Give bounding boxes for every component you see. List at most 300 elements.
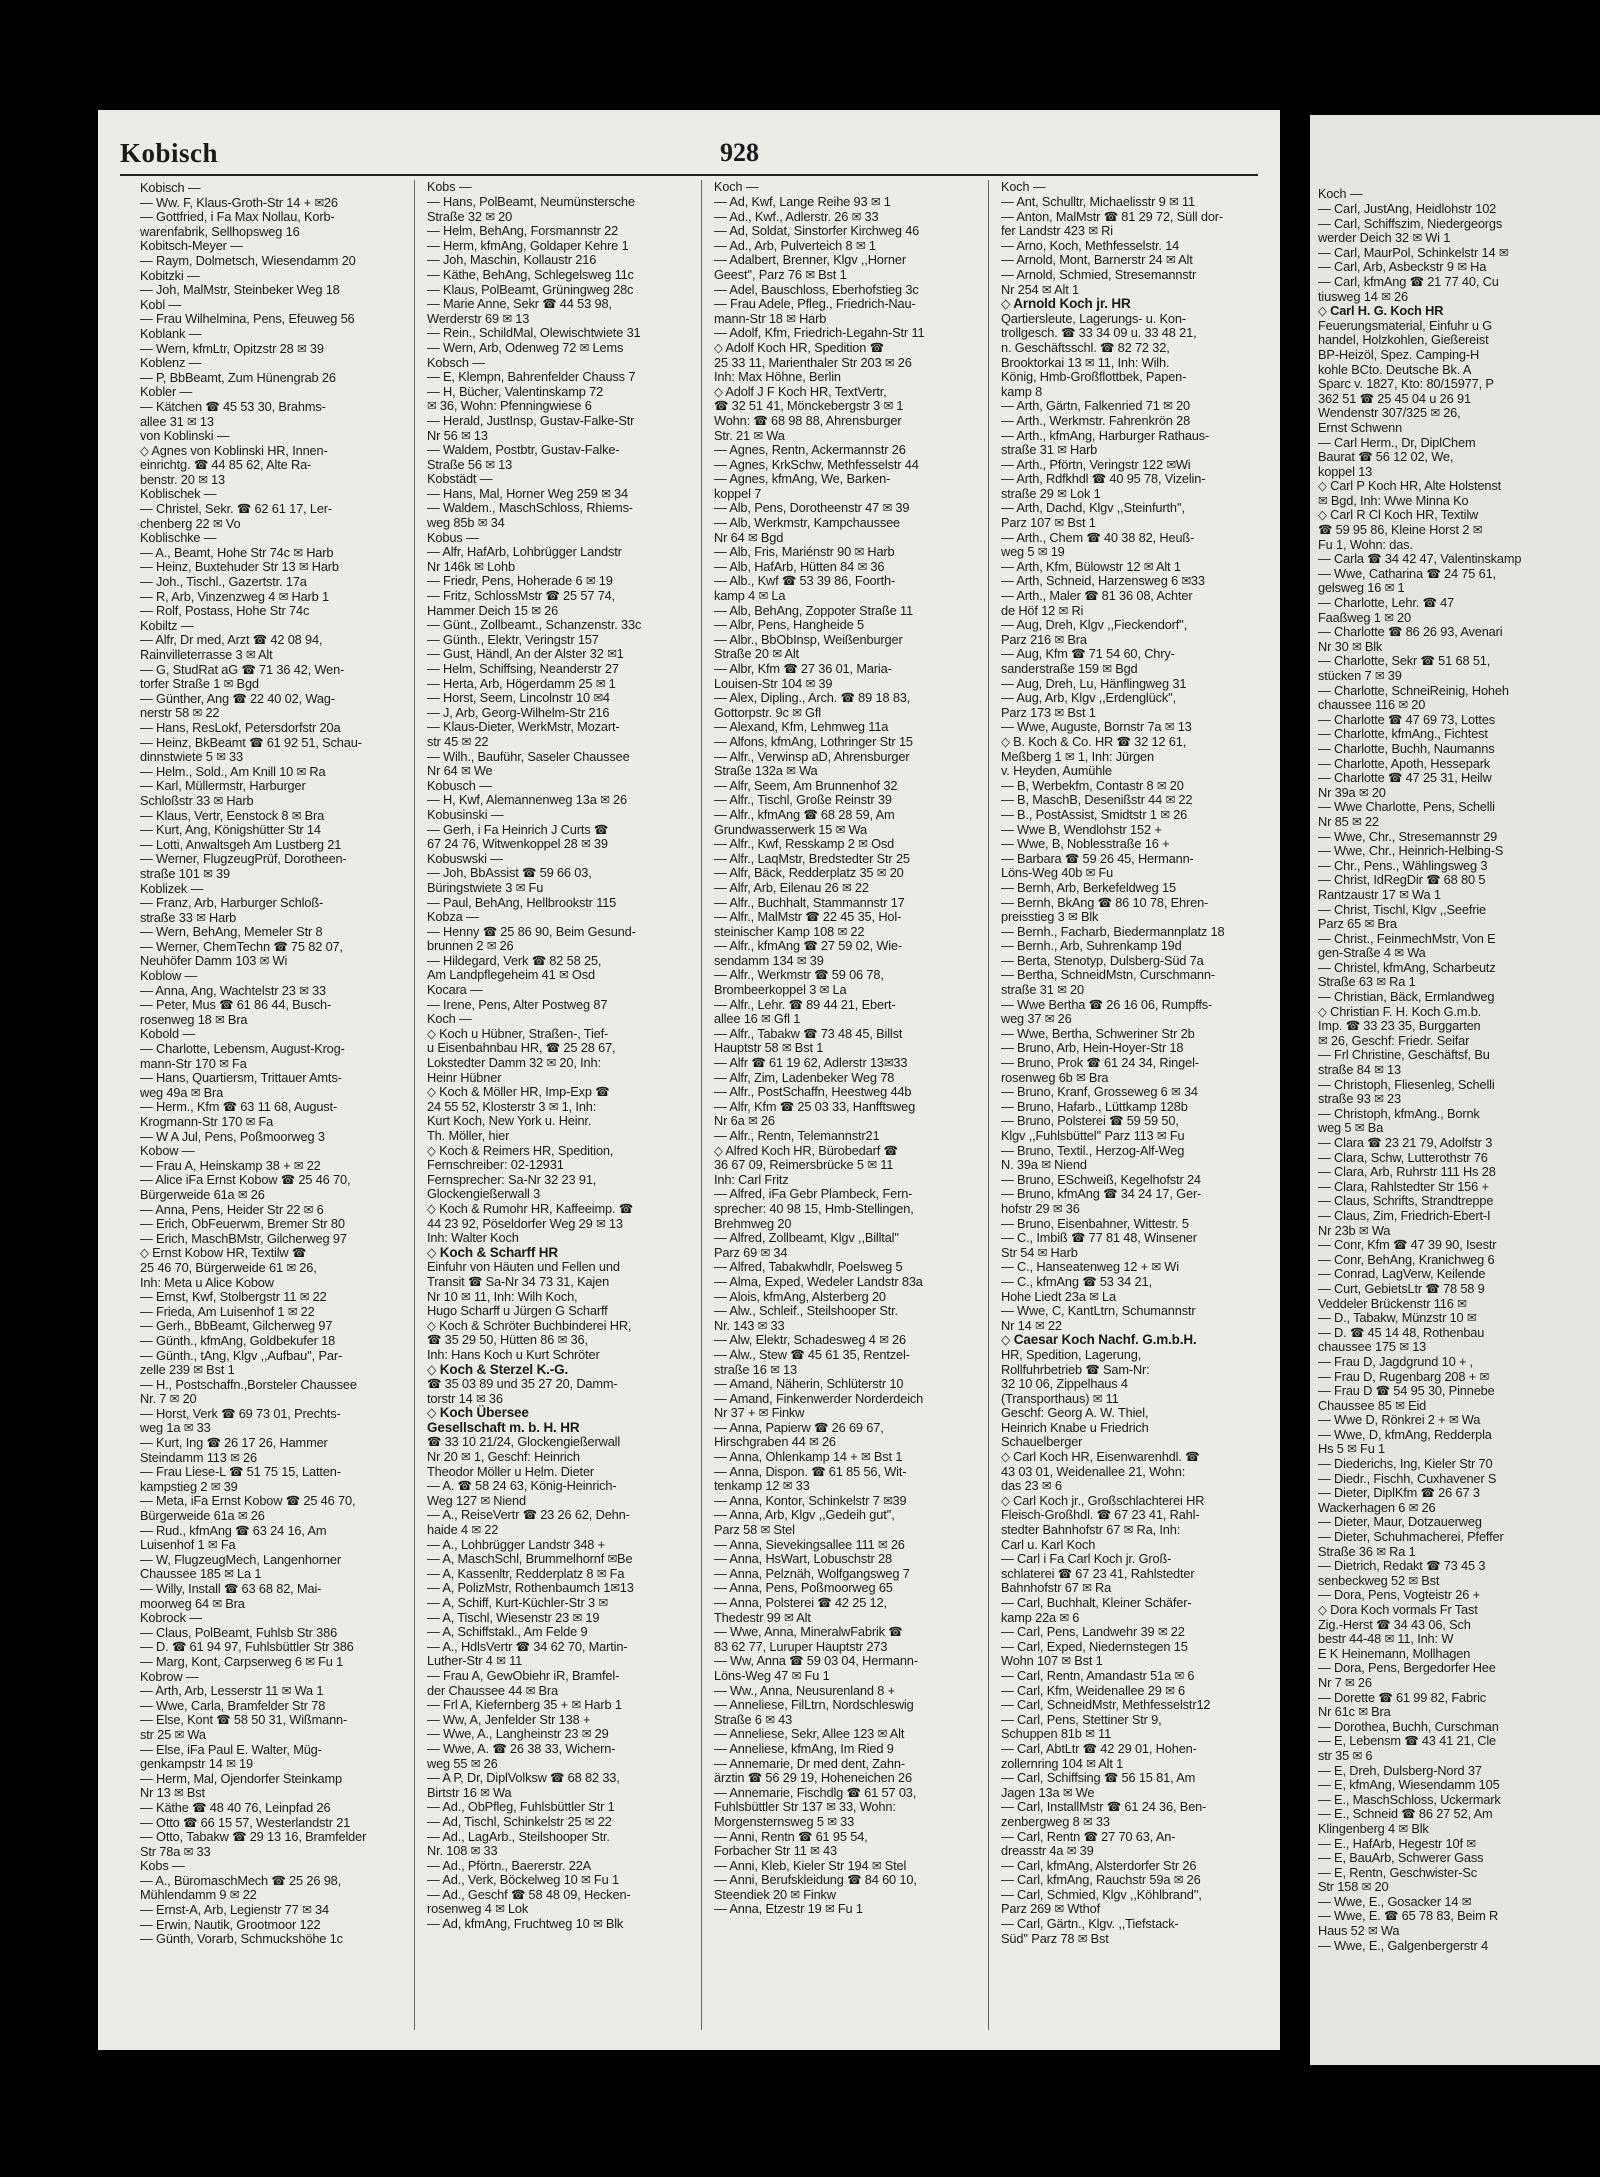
- directory-entry: — Agnes, kfmAng, We, Barken-: [714, 471, 891, 487]
- directory-entry: straße 31 ✉ 20: [1001, 982, 1084, 998]
- directory-entry: — Carl, Schmied, Klgv ,,Köhlbrand'',: [1001, 1886, 1202, 1902]
- directory-entry: — Wwe D, Rönkrei 2 + ✉ Wa: [1318, 1412, 1481, 1428]
- directory-entry: ◇ Koch u Hübner, Straßen-, Tief-: [427, 1025, 609, 1041]
- directory-entry: — Charlotte, SchneiReinig, Hoheh: [1318, 682, 1509, 698]
- directory-entry: — Anna, Dispon. ☎ 61 85 56, Wit-: [714, 1463, 907, 1479]
- directory-entry: ◇ Koch & Scharff HR: [427, 1244, 559, 1260]
- directory-entry: Lokstedter Damm 32 ✉ 20, Inh:: [427, 1055, 601, 1071]
- directory-entry: — Diederichs, Ing, Kieler Str 70: [1318, 1456, 1493, 1472]
- directory-entry: Hohe Liedt 23a ✉ La: [1001, 1288, 1116, 1304]
- directory-entry: — Arth., Maler ☎ 81 36 08, Achter: [1001, 588, 1193, 604]
- directory-entry: weg 5 ✉ Ba: [1318, 1120, 1384, 1136]
- directory-entry: Inh: Walter Koch: [427, 1230, 519, 1246]
- entry-list: [714, 195, 984, 1917]
- directory-entry: warenfabrik, Sellhopsweg 16: [140, 223, 300, 239]
- directory-entry: — Charlotte ☎ 47 25 31, Heilw: [1318, 770, 1492, 786]
- directory-entry: — Charlotte, Sekr ☎ 51 68 51,: [1318, 653, 1491, 669]
- directory-entry: — Adel, Bauschloss, Eberhofstieg 3c: [714, 281, 919, 297]
- directory-entry: Wackerhagen 6 ✉ 26: [1318, 1499, 1436, 1515]
- directory-entry: — Charlotte, kfmAng., Fichtest: [1318, 726, 1488, 742]
- directory-entry: — Bruno, Hafarb., Lüttkamp 128b: [1001, 1098, 1188, 1114]
- directory-entry: — Otto, Tabakw ☎ 29 13 16, Bramfelder: [140, 1829, 367, 1845]
- directory-entry: genkampstr 14 ✉ 19: [140, 1756, 253, 1772]
- directory-entry: — Carl, Buchhalt, Kleiner Schäfer-: [1001, 1595, 1192, 1610]
- directory-entry: Straße 32 ✉ 20: [427, 208, 513, 224]
- directory-entry: — Arth., Chem ☎ 40 38 82, Heuß-: [1001, 529, 1195, 545]
- directory-entry: — Ww, Anna ☎ 59 03 04, Hermann-: [714, 1653, 918, 1669]
- directory-entry: — Dieter, DiplKfm ☎ 26 67 3: [1318, 1485, 1480, 1501]
- directory-entry: Nr 30 ✉ Blk: [1318, 638, 1383, 654]
- directory-entry: — Alfr., Kwf, Resskamp 2 ✉ Osd: [714, 836, 895, 852]
- directory-entry: — Lotti, Anwaltsgeh Am Lustberg 21: [140, 836, 342, 852]
- directory-entry: — Carl, Pens, Landwehr 39 ✉ 22: [1001, 1624, 1185, 1640]
- directory-entry: Nr. 143 ✉ 33: [714, 1317, 785, 1333]
- directory-entry: straße 93 ✉ 23: [1318, 1091, 1401, 1107]
- directory-entry: — Ad, Tischl, Schinkelstr 25 ✉ 22: [427, 1813, 612, 1829]
- directory-entry: — Wwe B, Wendlohstr 152 +: [1001, 821, 1162, 837]
- directory-entry: — Wilh., Bauführ, Saseler Chaussee: [427, 748, 630, 764]
- directory-entry: — C., Hanseatenweg 12 + ✉ Wi: [1001, 1259, 1179, 1275]
- directory-entry: — Christ, Tischl, Klgv ,,Seefrie: [1318, 901, 1487, 917]
- directory-entry: — Alfr, Kfm ☎ 25 03 33, Hanfftsweg: [714, 1098, 916, 1114]
- directory-entry: — Arno, Koch, Methfesselstr. 14: [1001, 237, 1180, 253]
- directory-entry: — Werner, FlugzeugPrüf, Dorotheen-: [140, 851, 347, 867]
- directory-entry: fer Landstr 423 ✉ Ri: [1001, 223, 1113, 239]
- directory-entry: Brooktorkai 13 ✉ 11, Inh: Wilh.: [1001, 354, 1170, 370]
- directory-entry: — Hans, Quartiersm, Trittauer Amts-: [140, 1070, 342, 1086]
- directory-entry: — Christoph, kfmAng., Bornk: [1318, 1105, 1480, 1121]
- directory-entry: — Anna, Pens, Poßmoorweg 65: [714, 1580, 893, 1596]
- directory-entry: Hs 5 ✉ Fu 1: [1318, 1441, 1386, 1457]
- directory-entry: — Gerh., BbBeamt, Gilcherweg 97: [140, 1318, 333, 1334]
- directory-entry: — Carl, kfmAng, Rauchstr 59a ✉ 26: [1001, 1872, 1201, 1888]
- directory-entry: von Koblinski —: [140, 428, 230, 444]
- directory-entry: Gesellschaft m. b. H. HR: [427, 1419, 580, 1435]
- directory-entry: Imp. ☎ 33 23 35, Burggarten: [1318, 1018, 1481, 1034]
- directory-entry: torfer Straße 1 ✉ Bgd: [140, 676, 259, 692]
- directory-columns: [140, 180, 1268, 2030]
- directory-entry: — A, Kassenltr, Redderplatz 8 ✉ Fa: [427, 1565, 625, 1581]
- directory-entry: ◇ Koch & Möller HR, Imp-Exp ☎: [427, 1084, 610, 1100]
- directory-entry: — Bernh., Arb, Suhrenkamp 19d: [1001, 938, 1182, 954]
- directory-entry: Fuhlsbüttler Str 137 ✉ 33, Wohn:: [714, 1799, 896, 1815]
- directory-entry: Kobitzki —: [140, 267, 200, 283]
- directory-entry: — Alfr., Rentn, Telemannstr21: [714, 1128, 880, 1143]
- directory-entry: Parz 173 ✉ Bst 1: [1001, 704, 1096, 720]
- directory-entry: — Wwe, Anna, MineralwFabrik ☎: [714, 1624, 903, 1640]
- directory-entry: — Alois, kfmAng, Alsterberg 20: [714, 1288, 886, 1304]
- directory-entry: Nr 13 ✉ Bst: [140, 1785, 205, 1801]
- directory-entry: Haus 52 ✉ Wa: [1318, 1923, 1400, 1939]
- directory-entry: — Charlotte, Apoth, Hessepark: [1318, 755, 1491, 771]
- directory-entry: — Kurt, Ang, Königshütter Str 14: [140, 822, 321, 838]
- directory-entry: — Alb, Fris, Mariénstr 90 ✉ Harb: [714, 544, 895, 560]
- directory-entry: ◇ Carl H. G. Koch HR: [1318, 303, 1444, 319]
- directory-entry: — Amand, Näherin, Schlüterstr 10: [714, 1376, 904, 1392]
- directory-entry: — E, Rentn, Geschwister-Sc: [1318, 1864, 1477, 1880]
- directory-entry: Grundwasserwerk 15 ✉ Wa: [714, 821, 867, 837]
- directory-entry: stücken 7 ✉ 39: [1318, 668, 1402, 683]
- directory-entry: — Alfr, Arb, Eilenau 26 ✉ 22: [714, 879, 869, 895]
- directory-entry: — Arth., Werkmstr. Fahrenkrön 28: [1001, 412, 1191, 428]
- directory-entry: — Dorette ☎ 61 99 82, Fabric: [1318, 1689, 1487, 1705]
- directory-entry: — Arth, Dachd, Klgv ,,Steinfurth'',: [1001, 500, 1185, 516]
- directory-entry: 43 03 01, Weidenallee 21, Wohn:: [1001, 1463, 1186, 1479]
- directory-entry: chenberg 22 ✉ Vo: [140, 515, 241, 531]
- directory-entry: — Anni, Berufskleidung ☎ 84 60 10,: [714, 1872, 917, 1888]
- directory-entry: rosenweg 6b ✉ Bra: [1001, 1069, 1109, 1085]
- directory-entry: bestr 44-48 ✉ 11, Inh: W: [1318, 1631, 1454, 1647]
- directory-entry: — Frl Christine, Geschäftsf, Bu: [1318, 1047, 1490, 1063]
- directory-entry: Nr 20 ✉ 1, Geschf: Heinrich: [427, 1449, 580, 1465]
- directory-entry: — Henny ☎ 25 86 90, Beim Gesund-: [427, 923, 636, 939]
- directory-entry: — Alfr., Tischl, Große Reinstr 39: [714, 792, 892, 808]
- directory-entry: Kobiltz —: [140, 617, 194, 633]
- directory-entry: — Alfr, Dr med, Arzt ☎ 42 08 94,: [140, 632, 323, 648]
- directory-entry: — Klaus-Dieter, WerkMstr, Mozart-: [427, 719, 620, 735]
- directory-entry: Qartiersleute, Lagerungs- u. Kon-: [1001, 310, 1186, 326]
- directory-entry: — Helm, Schiffsing, Neanderstr 27: [427, 661, 619, 676]
- directory-entry: — Joh, MalMstr, Steinbeker Weg 18: [140, 282, 340, 298]
- column-head: Kobs —: [427, 180, 472, 194]
- directory-entry: ☎ 33 10 21/24, Glockengießerwall: [427, 1434, 621, 1450]
- directory-entry: — Wern, BehAng, Memeler Str 8: [140, 924, 323, 940]
- directory-entry: Nr 64 ✉ Bgd: [714, 529, 784, 545]
- directory-entry: — Carl, Arb, Asbeckstr 9 ✉ Ha: [1318, 259, 1487, 275]
- directory-entry: — Meta, iFa Ernst Kobow ☎ 25 46 70,: [140, 1493, 356, 1509]
- directory-entry: — Bruno, Eisenbahner, Wittestr. 5: [1001, 1215, 1189, 1231]
- directory-entry: — Erich, ObFeuerwm, Bremer Str 80: [140, 1216, 345, 1232]
- directory-entry: — A, PolizMstr, Rothenbaumch 1✉13: [427, 1580, 634, 1596]
- directory-entry: — Aug, Dreh, Klgv ,,Fieckendorf'',: [1001, 617, 1188, 633]
- directory-entry: König, Hmb-Großflottbek, Papen-: [1001, 369, 1187, 385]
- directory-entry: — Diedr., Fischh, Cuxhavener S: [1318, 1470, 1497, 1486]
- directory-entry: kamp 4 ✉ La: [714, 588, 786, 604]
- directory-entry: mann-Str 18 ✉ Harb: [714, 310, 827, 326]
- directory-entry: Koblenz —: [140, 355, 202, 371]
- directory-entry: Sparc v. 1827, Kto: 80/15977, P: [1318, 376, 1494, 392]
- directory-entry: 36 67 09, Reimersbrücke 5 ✉ 11: [714, 1157, 894, 1173]
- directory-entry: — Dietrich, Redakt ☎ 73 45 3: [1318, 1558, 1486, 1574]
- directory-entry: — Alexand, Kfm, Lehmweg 11a: [714, 719, 889, 735]
- directory-entry: — Frau A, Heinskamp 38 + ✉ 22: [140, 1157, 321, 1173]
- directory-entry: Klgv ,,Fuhlsbüttel'' Parz 113 ✉ Fu: [1001, 1128, 1185, 1143]
- directory-entry: Einfuhr von Häuten und Fellen und: [427, 1259, 620, 1275]
- directory-entry: — Alma, Exped, Wedeler Landstr 83a: [714, 1273, 923, 1289]
- directory-entry: — Raym, Dolmetsch, Wiesendamm 20: [140, 252, 356, 268]
- directory-entry: Neuhöfer Damm 103 ✉ Wi: [140, 953, 288, 969]
- directory-entry: — Klaus, PolBeamt, Grüningweg 28c: [427, 281, 634, 297]
- directory-entry: 67 24 76, Witwenkoppel 28 ✉ 39: [427, 836, 608, 852]
- directory-entry: Schloßstr 33 ✉ Harb: [140, 792, 254, 808]
- directory-entry: Löns-Weg 47 ✉ Fu 1: [714, 1667, 830, 1683]
- directory-entry: Forbacher Str 11 ✉ 43: [714, 1843, 837, 1859]
- directory-entry: Bahnhofstr 67 ✉ Ra: [1001, 1580, 1112, 1596]
- directory-entry: — Günt., Zollbeamt., Schanzenstr. 33c: [427, 617, 642, 633]
- directory-entry: — Arth, Rdfkhdl ☎ 40 95 78, Vizelin-: [1001, 471, 1206, 487]
- directory-entry: dinnstwiete 5 ✉ 33: [140, 749, 243, 765]
- directory-entry: Nr 56 ✉ 13: [427, 427, 488, 443]
- directory-entry: Nr 6a ✉ 26: [714, 1113, 775, 1129]
- directory-entry: mann-Str 170 ✉ Fa: [140, 1055, 247, 1071]
- directory-entry: weg 55 ✉ 26: [427, 1755, 498, 1771]
- directory-entry: Straße 20 ✉ Alt: [714, 646, 799, 662]
- directory-entry: Rainvilleterrasse 3 ✉ Alt: [140, 647, 273, 662]
- directory-entry: Nr 14 ✉ 22: [1001, 1317, 1062, 1333]
- directory-entry: Fu 1, Wohn: das.: [1318, 536, 1413, 552]
- directory-entry: — Claus, Zim, Friedrich-Ebert-I: [1318, 1207, 1491, 1223]
- directory-entry: — Hildegard, Verk ☎ 82 58 25,: [427, 952, 602, 968]
- directory-entry: — Wwe, D, kfmAng, Redderpla: [1318, 1426, 1492, 1442]
- directory-entry: — Dora, Pens, Bergedorfer Hee: [1318, 1660, 1496, 1676]
- directory-entry: — Chr., Pens., Wählingsweg 3: [1318, 857, 1488, 873]
- directory-entry: BP-Heizöl, Spez. Camping-H: [1318, 346, 1480, 362]
- directory-entry: — Arnold, Schmied, Stresemannstr: [1001, 266, 1197, 282]
- directory-entry: Geschf: Georg A. W. Thiel,: [1001, 1405, 1149, 1421]
- directory-entry: Kobusch —: [427, 777, 492, 793]
- directory-entry: Inh: Carl Fritz: [714, 1171, 789, 1187]
- directory-entry: Fernschreiber: 02-12931: [427, 1157, 564, 1173]
- directory-entry: — Joh., Tischl., Gazertstr. 17a: [140, 574, 307, 590]
- directory-entry: Klingenberg 4 ✉ Blk: [1318, 1820, 1429, 1836]
- directory-entry: Kobler —: [140, 384, 193, 400]
- directory-entry: — Alfred, iFa Gebr Plambeck, Fern-: [714, 1186, 913, 1202]
- directory-entry: — Alw, Elektr, Schadesweg 4 ✉ 26: [714, 1332, 906, 1348]
- directory-entry: Fernsprecher: Sa-Nr 32 23 91,: [427, 1171, 597, 1187]
- directory-entry: — Rud., kfmAng ☎ 63 24 16, Am: [140, 1522, 327, 1538]
- directory-entry: — Ad, Soldat, Sinstorfer Kirchweg 46: [714, 223, 920, 239]
- directory-entry: — Alfr., kfmAng ☎ 68 28 59, Am: [714, 806, 895, 822]
- directory-entry: straße 101 ✉ 39: [140, 865, 230, 881]
- directory-entry: — A, Schiffstakl., Am Felde 9: [427, 1624, 588, 1640]
- directory-entry: — Carl i Fa Carl Koch jr. Groß-: [1001, 1551, 1172, 1567]
- directory-entry: kamp 8: [1001, 383, 1043, 399]
- directory-entry: — Else, Kont ☎ 58 50 31, Wißmann-: [140, 1712, 348, 1728]
- directory-entry: trollgesch. ☎ 33 34 09 u. 33 48 21,: [1001, 325, 1197, 341]
- directory-entry: weg 5 ✉ 19: [1001, 544, 1065, 560]
- directory-entry: Nr 39a ✉ 20: [1318, 784, 1386, 800]
- directory-entry: — Alfr., kfmAng ☎ 27 59 02, Wie-: [714, 938, 903, 954]
- directory-entry: — Agnes, Rentn, Ackermannstr 26: [714, 442, 906, 458]
- directory-entry: Morgensternsweg 5 ✉ 33: [714, 1813, 855, 1829]
- directory-entry: — Marg, Kont, Carpserweg 6 ✉ Fu 1: [140, 1653, 344, 1669]
- directory-entry: — Waldem, Postbtr, Gustav-Falke-: [427, 442, 620, 458]
- directory-entry: Nr 64 ✉ We: [427, 763, 493, 779]
- directory-entry: — A., ReiseVertr ☎ 23 26 62, Dehn-: [427, 1507, 630, 1523]
- directory-entry: zollernring 104 ✉ Alt 1: [1001, 1755, 1124, 1771]
- directory-entry: — Annemarie, Fischdlg ☎ 61 57 03,: [714, 1784, 917, 1800]
- directory-entry: — G, StudRat aG ☎ 71 36 42, Wen-: [140, 661, 345, 677]
- directory-entry: — Günther, Ang ☎ 22 40 02, Wag-: [140, 690, 335, 706]
- directory-entry: brunnen 2 ✉ 26: [427, 938, 514, 954]
- directory-entry: — Wwe, Chr., Stresemannstr 29: [1318, 828, 1498, 844]
- directory-entry: ◇ Adolf Koch HR, Spedition ☎: [714, 339, 884, 355]
- directory-entry: Nr. 7 ✉ 20: [140, 1391, 197, 1407]
- directory-entry: — Anna, Sievekingsallee 111 ✉ 26: [714, 1536, 905, 1552]
- directory-entry: — Carl, SchneidMstr, Methfesselstr12: [1001, 1697, 1211, 1713]
- directory-entry: Jagen 13a ✉ We: [1001, 1784, 1095, 1800]
- directory-entry: — Arth., Pförtn, Veringstr 122 ✉Wi: [1001, 456, 1191, 472]
- directory-entry: Nr 37 + ✉ Finkw: [714, 1405, 805, 1421]
- directory-entry: — Christel, Sekr. ☎ 62 61 17, Ler-: [140, 501, 333, 517]
- directory-entry: — Alfr., PostSchaffn, Heestweg 44b: [714, 1084, 912, 1100]
- directory-entry: — Frau D, Rugenbarg 208 + ✉: [1318, 1368, 1489, 1384]
- directory-entry: — Paul, BehAng, Hellbrookstr 115: [427, 894, 617, 910]
- directory-entry: — E, Lebensm ☎ 43 41 21, Cle: [1318, 1733, 1497, 1749]
- directory-entry: — Alfr., Werkmstr ☎ 59 06 78,: [714, 967, 884, 983]
- directory-entry: — Anni, Kleb, Kieler Str 194 ✉ Stel: [714, 1857, 907, 1873]
- directory-entry: Kobus —: [427, 529, 479, 545]
- directory-entry: Kobold —: [140, 1026, 195, 1042]
- directory-entry: — Christoph, Fliesenleg, Schelli: [1318, 1076, 1495, 1092]
- directory-entry: — E, Klempn, Bahrenfelder Chauss 7: [427, 369, 636, 385]
- directory-entry: str 45 ✉ 22: [427, 733, 489, 749]
- directory-entry: — Alfons, kfmAng, Lothringer Str 15: [714, 733, 913, 749]
- directory-entry: — Alice iFa Ernst Kobow ☎ 25 46 70,: [140, 1172, 351, 1188]
- directory-entry: der Chaussee 44 ✉ Bra: [427, 1682, 558, 1698]
- directory-entry: — Amand, Finkenwerder Norderdeich: [714, 1390, 924, 1406]
- directory-entry: Straße 63 ✉ Ra 1: [1318, 974, 1416, 990]
- directory-entry: Parz 65 ✉ Bra: [1318, 916, 1397, 932]
- directory-entry: — Carl, Gärtn., Klgv. ,,Tiefstack-: [1001, 1916, 1179, 1932]
- directory-entry: — Anna, Etzestr 19 ✉ Fu 1: [714, 1901, 863, 1917]
- directory-entry: — Carl, Schiffsing ☎ 56 15 81, Am: [1001, 1770, 1196, 1786]
- directory-entry: — Ww. F, Klaus-Groth-Str 14 + ✉26: [140, 194, 338, 210]
- directory-entry: chaussee 175 ✉ 13: [1318, 1339, 1427, 1355]
- directory-entry: Kobza —: [427, 909, 479, 925]
- directory-entry: — D. ☎ 45 14 48, Rothenbau: [1318, 1324, 1485, 1340]
- entry-list: [1001, 195, 1271, 1946]
- directory-entry: Kocara —: [427, 982, 483, 998]
- directory-entry: — Anneliese, kfmAng, Im Ried 9: [714, 1740, 894, 1756]
- directory-entry: — Kurt, Ing ☎ 26 17 26, Hammer: [140, 1435, 328, 1451]
- directory-entry: — Ad, kfmAng, Fruchtweg 10 ✉ Blk: [427, 1916, 624, 1932]
- directory-entry: — Alfr., Lehr. ☎ 89 44 21, Ebert-: [714, 996, 896, 1012]
- directory-entry: dreasstr 4a ✉ 39: [1001, 1843, 1094, 1859]
- directory-entry: — Alfr., LaqMstr, Bredstedter Str 25: [714, 850, 910, 866]
- directory-entry: — B., PostAssist, Smidtstr 1 ✉ 26: [1001, 806, 1188, 822]
- directory-entry: — Ad., ObPfleg, Fuhlsbüttler Str 1: [427, 1799, 615, 1815]
- directory-entry: 25 33 11, Marienthaler Str 203 ✉ 26: [714, 354, 912, 370]
- column-4: [1001, 180, 1275, 2030]
- directory-entry: — W, FlugzeugMech, Langenhorner: [140, 1551, 341, 1567]
- directory-entry: ◇ Adolf J F Koch HR, TextVertr,: [714, 383, 887, 399]
- directory-entry: — Conr, Kfm ☎ 47 39 90, Isestr: [1318, 1237, 1497, 1253]
- directory-entry: — Alw., Stew ☎ 45 61 35, Rentzel-: [714, 1346, 910, 1362]
- directory-entry: benstr. 20 ✉ 13: [140, 471, 225, 487]
- directory-entry: einrichtg. ☎ 44 85 62, Alte Ra-: [140, 457, 312, 473]
- directory-entry: — A. ☎ 58 24 63, König-Heinrich-: [427, 1478, 617, 1494]
- directory-entry: — Clara ☎ 23 21 79, Adolfstr 3: [1318, 1135, 1493, 1150]
- directory-entry: Parz 69 ✉ 34: [714, 1244, 788, 1260]
- directory-entry: Str 54 ✉ Harb: [1001, 1244, 1078, 1260]
- directory-entry: ◇ Alfred Koch HR, Bürobedarf ☎: [714, 1142, 898, 1158]
- directory-entry: — Joh, Maschin, Kollaustr 216: [427, 252, 597, 268]
- directory-entry: — Alfr., Verwinsp aD, Ahrensburger: [714, 748, 910, 764]
- directory-entry: ◇ Koch & Rumohr HR, Kaffeeimp. ☎: [427, 1200, 633, 1216]
- page-header: [120, 138, 1258, 176]
- directory-entry: werder Deich 32 ✉ Wi 1: [1318, 230, 1451, 246]
- directory-entry: — Charlotte ☎ 47 69 73, Lottes: [1318, 711, 1496, 727]
- directory-entry: Faaßweg 1 ✉ 20: [1318, 609, 1411, 625]
- directory-entry: weg 1a ✉ 33: [140, 1420, 211, 1436]
- directory-entry: rosenweg 18 ✉ Bra: [140, 1011, 248, 1027]
- directory-entry: ◇ Arnold Koch jr. HR: [1001, 296, 1131, 312]
- directory-entry: Kurt Koch, New York u. Heinr.: [427, 1113, 592, 1129]
- directory-entry: — Herm, kfmAng, Goldaper Kehre 1: [427, 237, 629, 253]
- directory-entry: — Bruno, kfmAng ☎ 34 24 17, Ger-: [1001, 1186, 1202, 1202]
- directory-entry: — Clara, Schw, Lutterothstr 76: [1318, 1149, 1488, 1165]
- directory-entry: gen-Straße 4 ✉ Wa: [1318, 945, 1426, 961]
- directory-entry: — E., Schneid ☎ 86 27 52, Am: [1318, 1806, 1493, 1822]
- directory-entry: — Heinz, Buxtehuder Str 13 ✉ Harb: [140, 559, 339, 575]
- directory-entry: — Wwe, Carla, Bramfelder Str 78: [140, 1697, 326, 1713]
- directory-entry: Kobuswski —: [427, 850, 503, 866]
- directory-entry: — Alfr, Seem, Am Brunnenhof 32: [714, 777, 898, 793]
- directory-entry: de Höf 12 ✉ Ri: [1001, 602, 1084, 618]
- directory-entry: Süd'' Parz 78 ✉ Bst: [1001, 1930, 1109, 1946]
- directory-entry: — Bruno, ESchweiß, Kegelhofstr 24: [1001, 1171, 1201, 1187]
- directory-entry: — P, BbBeamt, Zum Hünengrab 26: [140, 369, 336, 385]
- directory-entry: Theodor Möller u Helm. Dieter: [427, 1463, 595, 1479]
- directory-entry: — Gottfried, i Fa Max Nollau, Korb-: [140, 209, 335, 225]
- directory-entry: — C., Imbiß ☎ 77 81 48, Winsener: [1001, 1230, 1197, 1246]
- directory-entry: — Dorothea, Buchh, Curschman: [1318, 1718, 1499, 1734]
- directory-entry: — E, kfmAng, Wiesendamm 105: [1318, 1777, 1500, 1793]
- directory-entry: Koblizek —: [140, 880, 204, 896]
- directory-entry: ◇ Caesar Koch Nachf. G.m.b.H.: [1001, 1332, 1197, 1348]
- directory-entry: Kobisch —: [140, 180, 201, 195]
- directory-entry: — Ww., Anna, Neusurenland 8 +: [714, 1682, 895, 1698]
- directory-entry: Kobow —: [140, 1143, 195, 1159]
- directory-entry: — Helm., Sold., Am Knill 10 ✉ Ra: [140, 763, 326, 779]
- directory-entry: das 23 ✉ 6: [1001, 1478, 1062, 1494]
- directory-entry: — Wern, kfmLtr, Opitzstr 28 ✉ 39: [140, 340, 324, 356]
- directory-entry: zenbergweg 8 ✉ 33: [1001, 1813, 1110, 1829]
- directory-entry: allee 31 ✉ 13: [140, 413, 214, 429]
- directory-entry: — H, Bücher, Valentinskamp 72: [427, 383, 604, 399]
- directory-entry: Straße 36 ✉ Ra 1: [1318, 1543, 1416, 1559]
- directory-entry: — Alfr., Tabakw ☎ 73 48 45, Billst: [714, 1025, 903, 1041]
- directory-entry: Rantzaustr 17 ✉ Wa 1: [1318, 886, 1441, 902]
- adjacent-page-edge: [1310, 115, 1600, 2065]
- directory-entry: — A., HdlsVertr ☎ 34 62 70, Martin-: [427, 1638, 628, 1654]
- directory-entry: — Anneliese, Sekr, Allee 123 ✉ Alt: [714, 1726, 905, 1742]
- directory-entry: Steindamm 113 ✉ 26: [140, 1449, 257, 1465]
- directory-entry: Parz 216 ✉ Bra: [1001, 631, 1087, 647]
- directory-entry: Th. Möller, hier: [427, 1128, 510, 1143]
- directory-entry: Nr 146k ✉ Lohb: [427, 558, 515, 574]
- directory-entry: — Carl, Rentn, Amandastr 51a ✉ 6: [1001, 1667, 1195, 1683]
- entry-list: [427, 195, 697, 1932]
- directory-entry: — Wwe, A., Langheinstr 23 ✉ 29: [427, 1726, 609, 1742]
- directory-entry: Löns-Weg 40b ✉ Fu: [1001, 865, 1114, 881]
- directory-entry: ☎ 32 51 41, Mönckebergstr 3 ✉ 1: [714, 398, 904, 414]
- directory-entry: — A, Tischl, Wiesenstr 23 ✉ 19: [427, 1609, 600, 1625]
- directory-entry: HR, Spedition, Lagerung,: [1001, 1346, 1142, 1362]
- directory-entry: ◇ Koch & Sterzel K.-G.: [427, 1361, 569, 1377]
- directory-entry: Koch —: [427, 1011, 472, 1027]
- directory-entry: — Carl, Pens, Stettiner Str 9,: [1001, 1711, 1162, 1727]
- directory-entry: Steendiek 20 ✉ Finkw: [714, 1886, 836, 1902]
- directory-entry: — Gerh, i Fa Heinrich J Curts ☎: [427, 821, 609, 837]
- directory-entry: Geest'', Parz 76 ✉ Bst 1: [714, 266, 847, 282]
- directory-entry: — Charlotte, Buchh, Naumanns: [1318, 740, 1495, 756]
- directory-entry: Luther-Str 4 ✉ 11: [427, 1653, 523, 1669]
- entry-list: [140, 181, 410, 1947]
- directory-entry: — Käthe ☎ 48 40 76, Leinpfad 26: [140, 1799, 331, 1815]
- directory-entry: — Erwin, Nautik, Grootmoor 122: [140, 1916, 321, 1932]
